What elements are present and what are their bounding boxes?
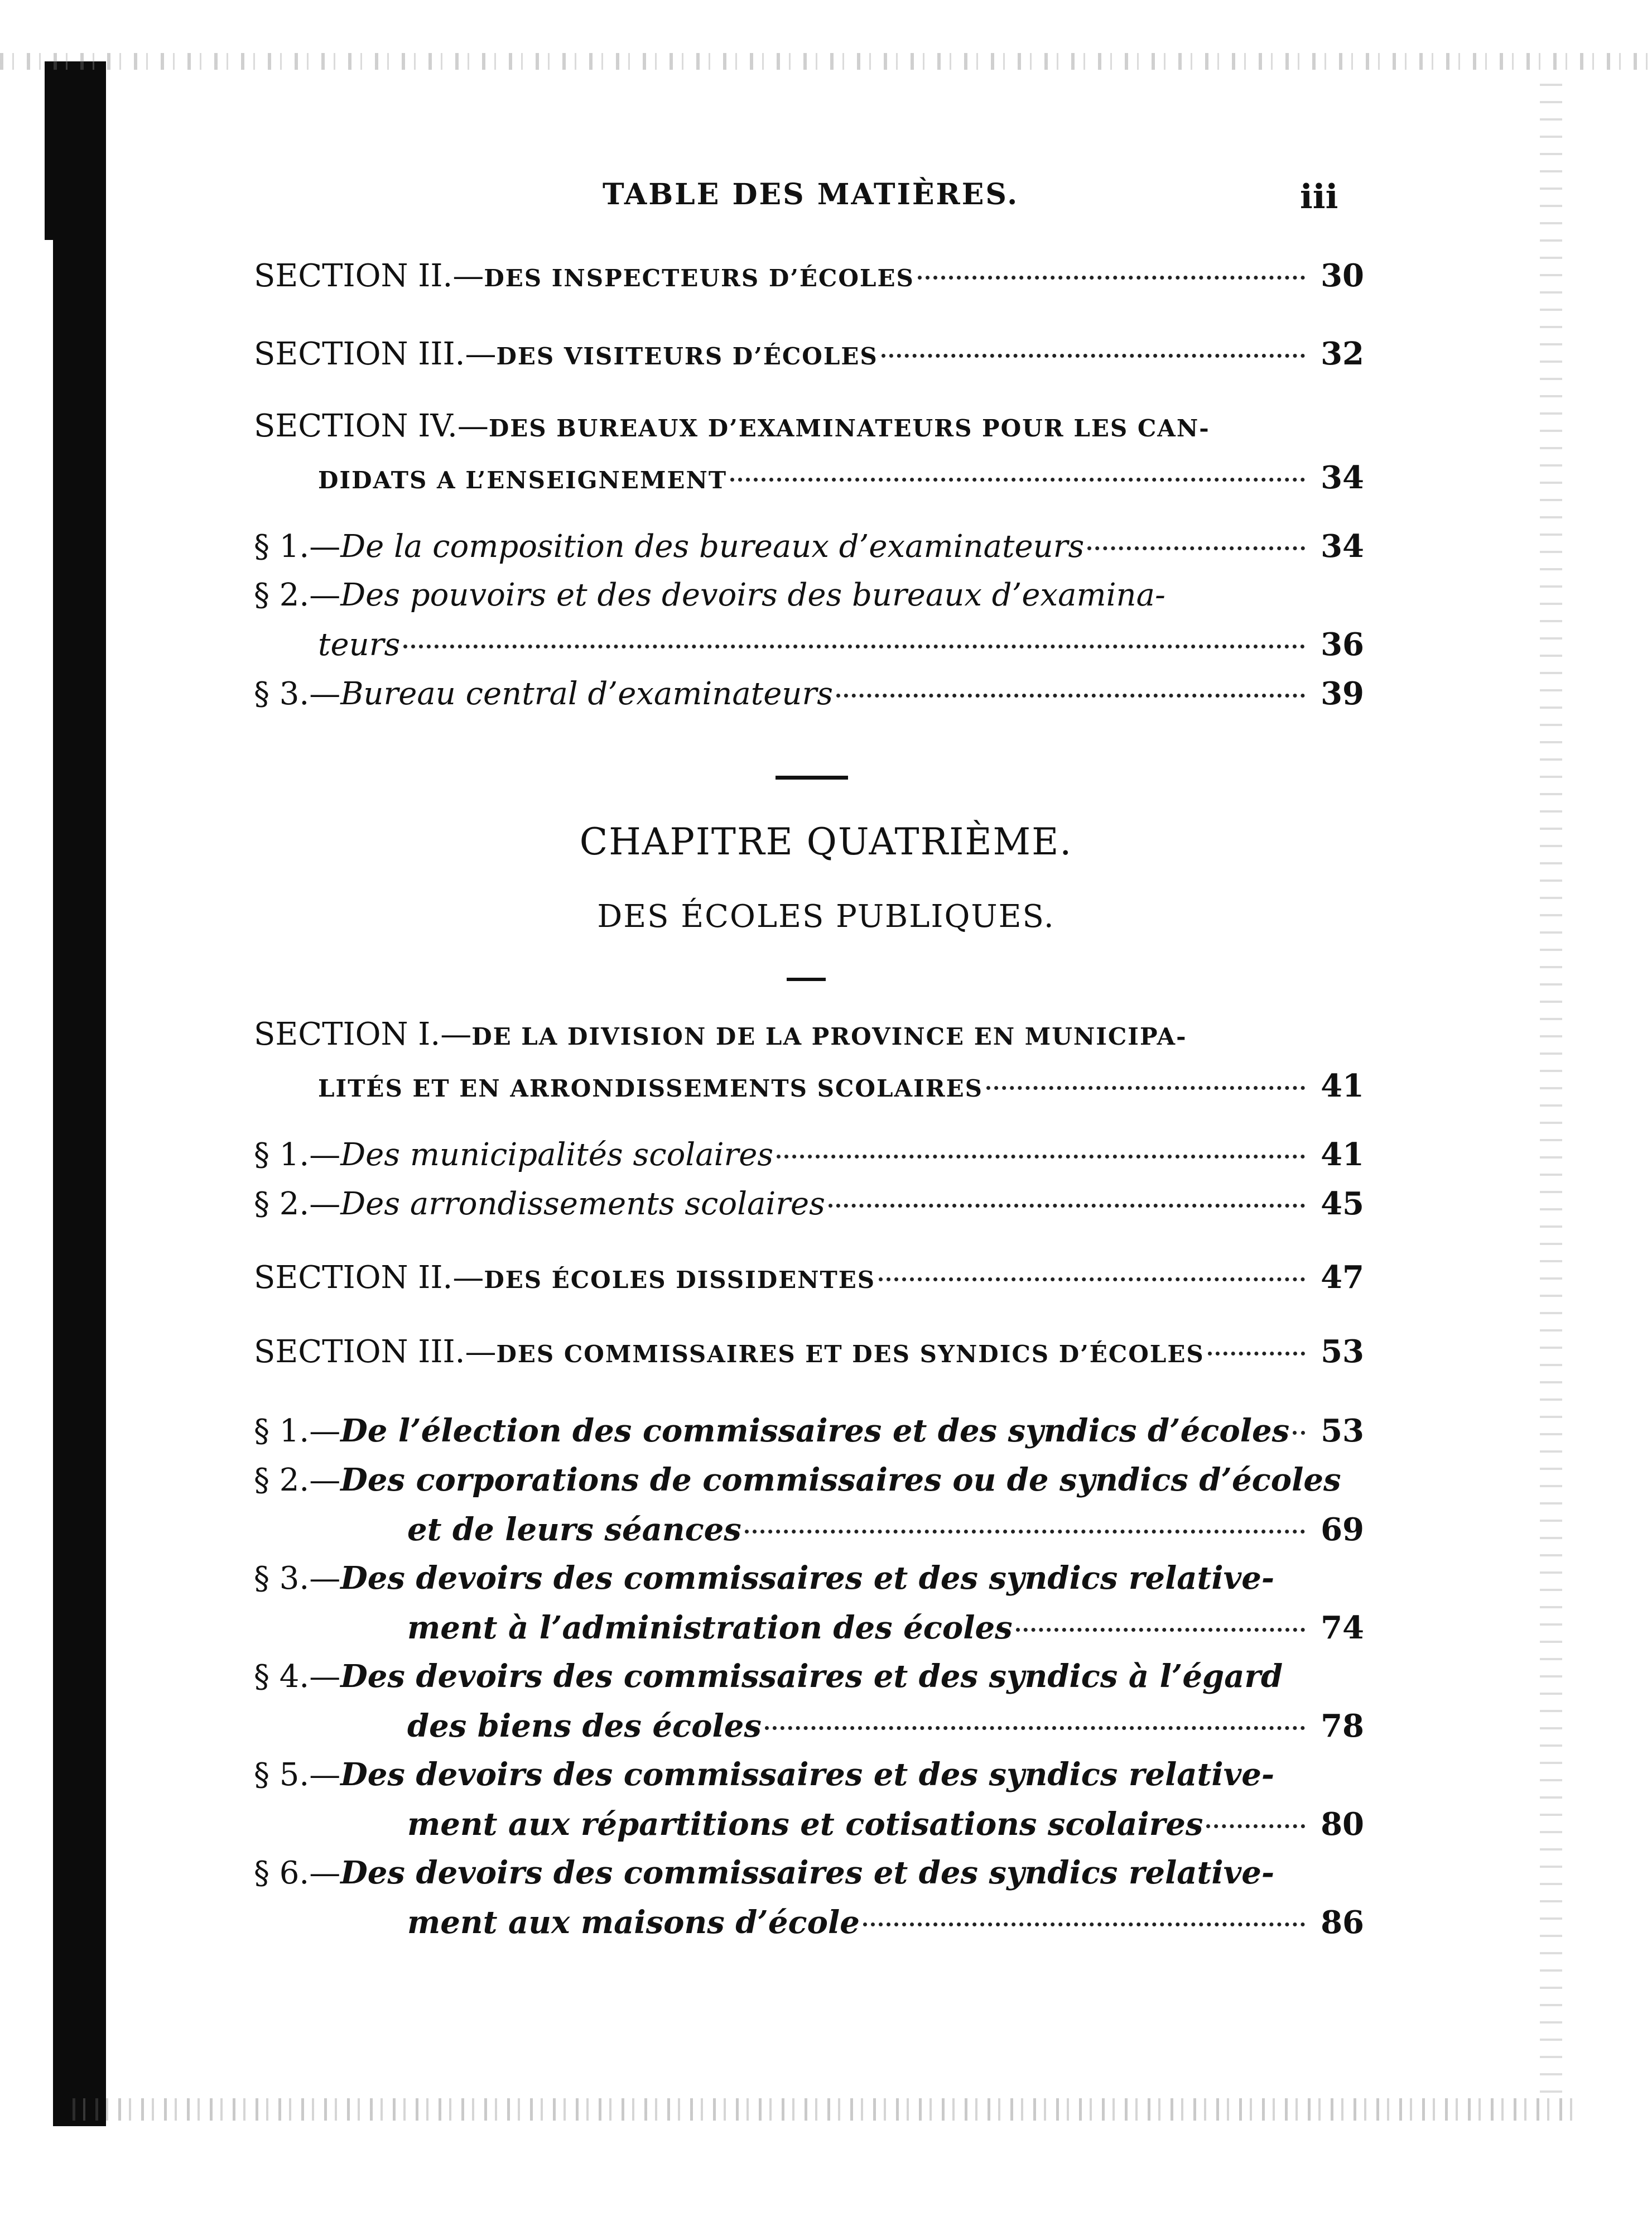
page-number: 47	[1321, 1259, 1364, 1296]
leader-dots	[879, 1277, 1305, 1281]
subentry-title-line1: Des corporations de commissaires ou de syndics d’écoles	[340, 1462, 1341, 1498]
running-header: TABLE DES MATIÈRES.	[603, 177, 1019, 212]
paragraph-number: § 2.—	[254, 1462, 341, 1498]
subentry-title-line1: Des devoirs des commissaires et des syndics à l’égard	[340, 1658, 1283, 1695]
leader-dots	[918, 276, 1305, 280]
section-lead: SECTION II.—	[254, 1260, 484, 1296]
chapter-title: CHAPITRE QUATRIÈME.	[579, 820, 1073, 863]
page-number: 45	[1321, 1185, 1364, 1222]
toc-subentry-1	[254, 522, 1364, 571]
subentry-title-line2: teurs	[318, 627, 401, 663]
section-title: DES VISITEURS D’ÉCOLES	[496, 343, 878, 370]
section-lead: SECTION I.—	[254, 1016, 472, 1052]
leader-dots	[986, 1086, 1305, 1090]
subentry-title-line1: Des devoirs des commissaires et des syndics relative-	[340, 1560, 1275, 1597]
leader-dots	[829, 1204, 1305, 1208]
section-lead: SECTION III.—	[254, 336, 497, 372]
toc-subentry-arrondissements	[254, 1179, 1364, 1229]
section-title: DES INSPECTEURS D’ÉCOLES	[484, 265, 914, 292]
subentry-title: Bureau central d’examinateurs	[340, 676, 833, 712]
section-title: DES ÉCOLES DISSIDENTES	[484, 1266, 876, 1294]
chapter-subtitle: DES ÉCOLES PUBLIQUES.	[597, 898, 1055, 935]
subentry-title-line2: des biens des écoles	[407, 1708, 762, 1744]
separator-rule-small	[787, 978, 826, 981]
leader-dots	[765, 1726, 1305, 1730]
page-number: 78	[1321, 1708, 1364, 1744]
subentry-title-line1: Des pouvoirs et des devoirs des bureaux d’examina-	[340, 577, 1165, 613]
paragraph-number: § 3.—	[254, 676, 341, 712]
subentry-title: De la composition des bureaux d’examinateurs	[340, 528, 1085, 565]
section-title-line1: DE LA DIVISION DE LA PROVINCE EN MUNICIPA-	[471, 1023, 1187, 1050]
toc-entry-section-4	[254, 402, 1364, 505]
subentry-title-line1: Des devoirs des commissaires et des syndics relative-	[340, 1756, 1275, 1793]
paragraph-number: § 1.—	[254, 1137, 341, 1173]
paragraph-number: § 2.—	[254, 1186, 341, 1222]
paragraph-number: § 2.—	[254, 577, 341, 613]
leader-dots	[1293, 1431, 1305, 1435]
leader-dots	[730, 478, 1305, 482]
page-number: 34	[1321, 528, 1364, 565]
section-title-line1: DES BUREAUX D’EXAMINATEURS POUR LES CAN-	[488, 415, 1210, 442]
section-title-line2: LITÉS ET EN ARRONDISSEMENTS SCOLAIRES	[318, 1075, 983, 1102]
scan-noise-top	[0, 53, 1652, 70]
section-title-line2: DIDATS A L’ENSEIGNEMENT	[318, 467, 728, 494]
toc-subentry-devoirs-maisons	[254, 1848, 1364, 1947]
page-number: 41	[1321, 1136, 1364, 1173]
leader-dots	[882, 354, 1305, 358]
subentry-title-line2: ment aux maisons d’école	[407, 1904, 860, 1941]
toc-subentry-corporations	[254, 1455, 1364, 1554]
leader-dots	[836, 694, 1305, 698]
page-number: 53	[1321, 1412, 1364, 1449]
toc-entry-ch4-section-1	[254, 1010, 1364, 1113]
leader-dots	[1206, 1824, 1305, 1828]
page-number: 39	[1321, 675, 1364, 712]
page-number: 34	[1321, 459, 1364, 496]
paragraph-number: § 6.—	[254, 1855, 341, 1891]
paragraph-number: § 4.—	[254, 1659, 341, 1695]
scan-binding-edge-top	[45, 61, 61, 240]
paragraph-number: § 1.—	[254, 1413, 341, 1449]
page-number: 30	[1321, 257, 1364, 294]
subentry-title: De l’élection des commissaires et des syndics d’écoles	[340, 1412, 1290, 1449]
page-number: 74	[1321, 1609, 1364, 1646]
subentry-title-line2: ment à l’administration des écoles	[407, 1609, 1013, 1646]
scan-noise-right	[1540, 84, 1562, 2093]
page-folio: iii	[1300, 177, 1338, 217]
toc-subentry-devoirs-biens	[254, 1652, 1364, 1751]
scan-binding-edge	[53, 61, 106, 2126]
subentry-title: Des municipalités scolaires	[340, 1137, 774, 1173]
toc-entry-section-3	[254, 329, 1364, 381]
subentry-title-line2: et de leurs séances	[407, 1511, 741, 1548]
toc-subentry-2	[254, 571, 1364, 670]
toc-entry-section-2	[254, 251, 1364, 303]
leader-dots	[745, 1530, 1305, 1534]
leader-dots	[1087, 546, 1305, 550]
page-number: 36	[1321, 626, 1364, 663]
subentry-title-line2: ment aux répartitions et cotisations scolaires	[407, 1806, 1203, 1843]
page-number: 32	[1321, 335, 1364, 372]
scan-noise-bottom	[73, 2098, 1579, 2121]
page-number: 80	[1321, 1806, 1364, 1843]
section-lead: SECTION IV.—	[254, 408, 489, 444]
subentry-title: Des arrondissements scolaires	[340, 1186, 825, 1222]
toc-entry-ch4-section-2	[254, 1253, 1364, 1305]
page-number: 41	[1321, 1068, 1364, 1104]
page-number: 53	[1321, 1333, 1364, 1370]
toc-subentry-3	[254, 669, 1364, 719]
paragraph-number: § 5.—	[254, 1757, 341, 1793]
section-title: DES COMMISSAIRES ET DES SYNDICS D’ÉCOLES	[496, 1340, 1205, 1368]
leader-dots	[777, 1155, 1305, 1159]
subentry-title-line1: Des devoirs des commissaires et des syndics relative-	[340, 1854, 1275, 1891]
leader-dots	[863, 1922, 1305, 1926]
paragraph-number: § 1.—	[254, 528, 341, 565]
leader-dots	[1208, 1352, 1305, 1356]
section-lead: SECTION III.—	[254, 1334, 497, 1370]
paragraph-number: § 3.—	[254, 1560, 341, 1597]
toc-subentry-municipalites	[254, 1130, 1364, 1180]
toc-subentry-devoirs-repartitions	[254, 1750, 1364, 1849]
toc-subentry-devoirs-administration	[254, 1554, 1364, 1652]
toc-subentry-election	[254, 1406, 1364, 1456]
page-number: 86	[1321, 1904, 1364, 1941]
leader-dots	[1016, 1628, 1305, 1632]
section-lead: SECTION II.—	[254, 258, 484, 294]
toc-entry-ch4-section-3	[254, 1327, 1364, 1379]
page-number: 69	[1321, 1511, 1364, 1548]
leader-dots	[403, 645, 1305, 648]
separator-rule	[776, 776, 848, 780]
